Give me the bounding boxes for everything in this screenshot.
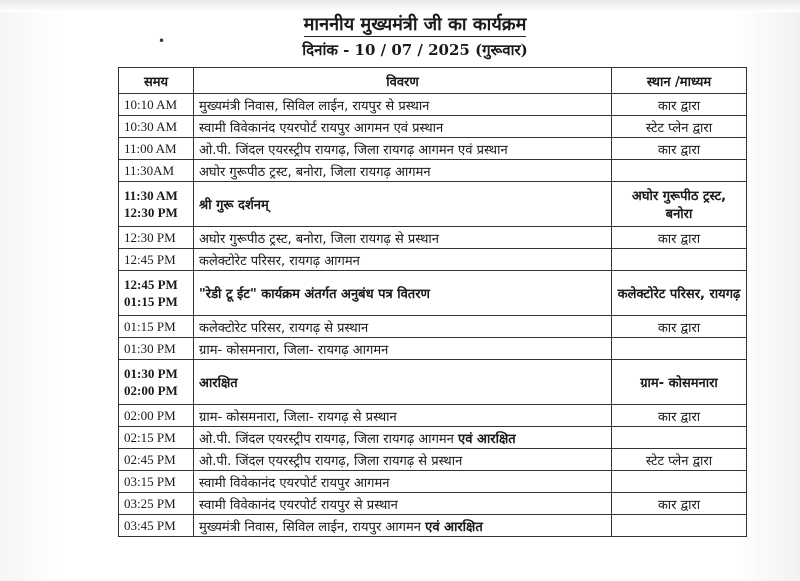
page-top-edge: [0, 0, 800, 12]
cell-time: [119, 471, 194, 493]
cell-details: [194, 338, 612, 360]
time-start: 03:15 PM: [124, 474, 176, 489]
title-text: माननीय मुख्यमंत्री जी का कार्यक्रम: [303, 14, 527, 35]
cell-time: [119, 160, 194, 182]
table-row: [119, 116, 747, 138]
cell-place: [612, 338, 747, 360]
time-start: 12:45 PM: [124, 277, 178, 292]
table-row: [119, 160, 747, 182]
time-start: 03:45 PM: [124, 518, 176, 533]
cell-place: कलेक्टोरेट परिसर, रायगढ़: [612, 271, 747, 316]
table-row: [119, 427, 747, 449]
details-text: कलेक्टोरेट परिसर, रायगढ़ आगमन: [199, 253, 360, 269]
time-start: 02:15 PM: [124, 430, 176, 445]
time-start: 11:30 AM: [124, 188, 178, 203]
margin-mark: •: [158, 34, 166, 48]
cell-place: कार द्वारा: [612, 493, 747, 515]
cell-details: [194, 227, 612, 249]
cell-time: [119, 271, 194, 316]
cell-details: [194, 182, 612, 227]
cell-details: [194, 249, 612, 271]
cell-place: कार द्वारा: [612, 138, 747, 160]
time-end: 02:00 PM: [124, 383, 178, 398]
details-text: ओ.पी. जिंदल एयरस्ट्रीप रायगढ़, जिला रायगढ़ आगमन एवं प्रस्थान: [199, 142, 508, 158]
time-start: 01:15 PM: [124, 319, 176, 334]
table-row: [119, 515, 747, 537]
time-end: 12:30 PM: [124, 205, 178, 220]
time-start: 01:30 PM: [124, 341, 176, 356]
table-row: [119, 493, 747, 515]
time-start: 12:30 PM: [124, 230, 176, 245]
table-row: [119, 182, 747, 227]
cell-place: अघोर गुरूपीठ ट्रस्ट, बनोरा: [612, 182, 747, 227]
cell-time: [119, 94, 194, 116]
details-bold-text: एवं आरक्षित: [425, 519, 483, 535]
cell-place: ग्राम- कोसमनारा: [612, 360, 747, 405]
time-start: 10:10 AM: [124, 97, 178, 112]
document-header: [0, 14, 800, 60]
time-start: 02:00 PM: [124, 408, 176, 423]
details-text: "रेडी टू ईट" कार्यक्रम अंतर्गत अनुबंध पत्र वितरण: [199, 287, 430, 302]
header-place: स्थान /माध्यम: [612, 68, 747, 94]
table-row: [119, 94, 747, 116]
cell-place: कार द्वारा: [612, 227, 747, 249]
table-row: [119, 271, 747, 316]
cell-time: [119, 138, 194, 160]
cell-details: [194, 116, 612, 138]
schedule-body: [119, 94, 747, 537]
cell-details: [194, 160, 612, 182]
cell-details: [194, 405, 612, 427]
time-start: 03:25 PM: [124, 496, 176, 511]
cell-place: [612, 427, 747, 449]
table-header-row: [119, 68, 747, 94]
header-details: विवरण: [194, 68, 612, 94]
details-text: श्री गुरू दर्शनम्: [199, 198, 269, 213]
details-text: स्वामी विवेकानंद एयरपोर्ट रायपुर आगमन एवं प्रस्थान: [199, 120, 444, 136]
table-row: [119, 338, 747, 360]
details-text: ओ.पी. जिंदल एयरस्ट्रीप रायगढ़, जिला रायगढ़ आगमन: [199, 431, 454, 447]
table-row: [119, 471, 747, 493]
header-time: समय: [119, 68, 194, 94]
details-text: स्वामी विवेकानंद एयरपोर्ट रायपुर से प्रस्थान: [199, 497, 398, 513]
table-row: [119, 449, 747, 471]
cell-details: [194, 94, 612, 116]
cell-details: [194, 449, 612, 471]
details-text: ग्राम- कोसमनारा, जिला- रायगढ़ से प्रस्थान: [199, 409, 397, 425]
cell-place: [612, 249, 747, 271]
table-row: [119, 138, 747, 160]
cell-time: [119, 515, 194, 537]
time-start: 01:30 PM: [124, 366, 178, 381]
cell-details: [194, 427, 612, 449]
cell-time: [119, 427, 194, 449]
cell-time: [119, 182, 194, 227]
table-row: [119, 360, 747, 405]
table-row: [119, 316, 747, 338]
table-row: [119, 405, 747, 427]
cell-time: [119, 249, 194, 271]
cell-details: [194, 515, 612, 537]
cell-time: [119, 316, 194, 338]
details-text: ओ.पी. जिंदल एयरस्ट्रीप रायगढ़, जिला रायगढ़ से प्रस्थान: [199, 453, 463, 469]
cell-place: [612, 515, 747, 537]
cell-place: स्टेट प्लेन द्वारा: [612, 116, 747, 138]
details-text: स्वामी विवेकानंद एयरपोर्ट रायपुर आगमन: [199, 475, 390, 491]
cell-time: [119, 338, 194, 360]
details-text: आरक्षित: [199, 376, 238, 391]
cell-place: कार द्वारा: [612, 405, 747, 427]
time-start: 12:45 PM: [124, 252, 176, 267]
cell-time: [119, 493, 194, 515]
document-title: [30, 14, 800, 36]
cell-details: [194, 360, 612, 405]
cell-details: [194, 138, 612, 160]
cell-details: [194, 471, 612, 493]
cell-time: [119, 227, 194, 249]
schedule-table: [118, 67, 747, 537]
details-text: मुख्यमंत्री निवास, सिविल लाईन, रायपुर से प्रस्थान: [199, 98, 430, 114]
cell-time: [119, 449, 194, 471]
document-date: दिनांक - 10 / 07 / 2025 (गुरूवार): [302, 41, 528, 59]
time-end: 01:15 PM: [124, 294, 178, 309]
details-bold-text: एवं आरक्षित: [458, 431, 516, 447]
cell-details: [194, 316, 612, 338]
cell-place: [612, 471, 747, 493]
cell-place: कार द्वारा: [612, 94, 747, 116]
cell-time: [119, 405, 194, 427]
cell-time: [119, 360, 194, 405]
time-start: 02:45 PM: [124, 452, 176, 467]
cell-details: [194, 271, 612, 316]
cell-place: [612, 160, 747, 182]
details-text: ग्राम- कोसमनारा, जिला- रायगढ़ आगमन: [199, 342, 389, 358]
details-text: मुख्यमंत्री निवास, सिविल लाईन, रायपुर आगमन: [199, 519, 421, 535]
details-text: कलेक्टोरेट परिसर, रायगढ़ से प्रस्थान: [199, 320, 369, 336]
table-row: [119, 249, 747, 271]
cell-time: [119, 116, 194, 138]
table-row: [119, 227, 747, 249]
cell-place: स्टेट प्लेन द्वारा: [612, 449, 747, 471]
time-start: 11:00 AM: [124, 141, 177, 156]
time-start: 10:30 AM: [124, 119, 178, 134]
cell-place: कार द्वारा: [612, 316, 747, 338]
time-start: 11:30AM: [124, 163, 175, 178]
details-text: अघोर गुरूपीठ ट्रस्ट, बनोरा, जिला रायगढ़ आगमन: [199, 164, 431, 180]
details-text: अघोर गुरूपीठ ट्रस्ट, बनोरा, जिला रायगढ़ से प्रस्थान: [199, 231, 439, 247]
cell-details: [194, 493, 612, 515]
